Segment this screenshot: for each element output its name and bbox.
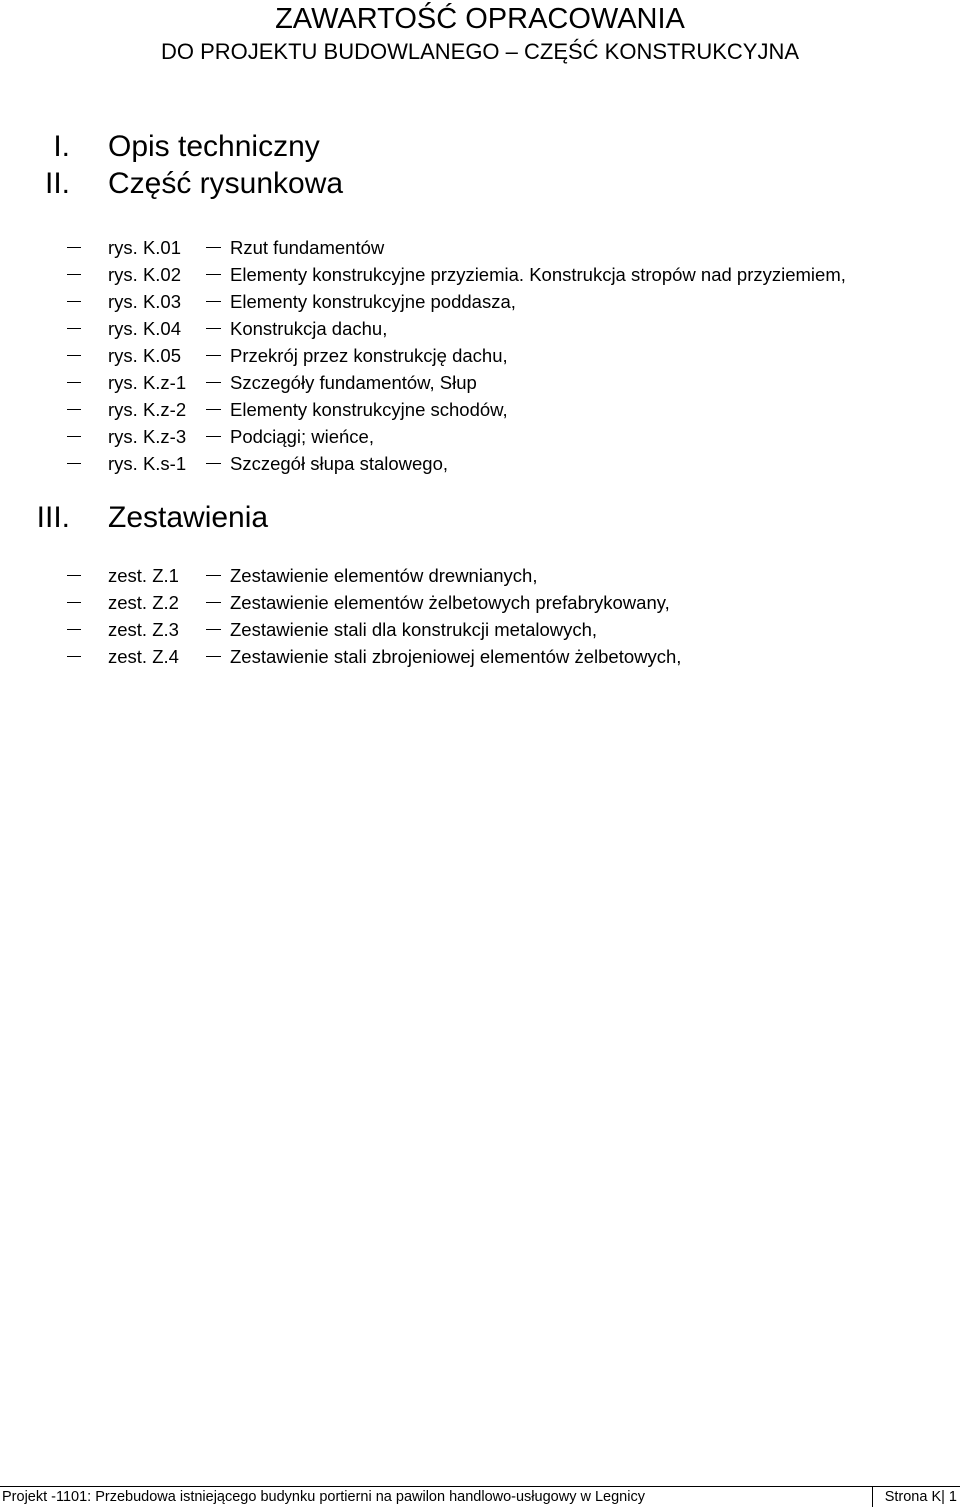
list-item [0,589,960,616]
document-title: ZAWARTOŚĆ OPRACOWANIA [275,3,685,35]
dash-bullet [67,409,81,410]
item-code: rys. K.05 [108,345,181,366]
item-code: zest. Z.3 [108,619,179,640]
list-item [0,616,960,643]
dash-bullet [67,463,81,464]
list-item [0,261,960,288]
item-description: Zestawienie stali zbrojeniowej elementów żelbetowych, [230,646,682,667]
list-item [0,315,960,342]
item-description: Szczegóły fundamentów, Słup [230,372,477,393]
dash-separator [206,409,221,410]
item-description: Szczegół słupa stalowego, [230,453,449,474]
dash-bullet [67,355,81,356]
list-item [0,342,960,369]
dash-separator [206,301,221,302]
item-code: rys. K.01 [108,237,181,258]
dash-separator [206,247,221,248]
footer-separator [872,1486,873,1507]
item-description: Elementy konstrukcyjne przyziemia. Konstrukcja stropów nad przyziemiem, [230,264,846,285]
section-number: II. [44,167,70,200]
dash-separator [206,382,221,383]
section-title: Zestawienia [108,501,269,534]
list-item [0,234,960,261]
item-description: Konstrukcja dachu, [230,318,388,339]
item-description: Podciągi; wieńce, [230,426,374,447]
item-description: Zestawienie elementów drewnianych, [230,565,538,586]
dash-bullet [67,274,81,275]
list-item [0,396,960,423]
dash-separator [206,328,221,329]
section-heading-opis [0,127,960,167]
section-heading-rysunki [0,164,960,204]
list-item [0,450,960,477]
dash-separator [206,629,221,630]
item-description: Zestawienie stali dla konstrukcji metalowych, [230,619,598,640]
footer-page-number: Strona K| 1 [884,1489,957,1505]
section-title: Opis techniczny [108,130,320,163]
dash-bullet [67,436,81,437]
section-title: Część rysunkowa [108,167,344,200]
footer-project-name: Projekt -1101: Przebudowa istniejącego budynku portierni na pawilon handlowo-usługowy w Legnicy [2,1489,645,1505]
schedules-list [0,562,960,670]
list-item [0,643,960,670]
item-code: rys. K.z-2 [108,399,187,420]
item-description: Rzut fundamentów [230,237,385,258]
item-code: rys. K.02 [108,264,181,285]
dash-bullet [67,382,81,383]
section-number: III. [36,501,70,534]
list-item [0,423,960,450]
dash-bullet [67,629,81,630]
item-code: rys. K.04 [108,318,181,339]
dash-separator [206,575,221,576]
dash-separator [206,602,221,603]
item-code: rys. K.z-1 [108,372,187,393]
section-heading-zestawienia [0,498,960,538]
dash-separator [206,274,221,275]
page-footer [0,1486,960,1507]
dash-bullet [67,301,81,302]
dash-separator [206,463,221,464]
dash-separator [206,355,221,356]
item-description: Elementy konstrukcyjne schodów, [230,399,508,420]
item-description: Zestawienie elementów żelbetowych prefabrykowany, [230,592,670,613]
item-code: rys. K.z-3 [108,426,187,447]
list-item [0,562,960,589]
dash-bullet [67,575,81,576]
dash-bullet [67,247,81,248]
dash-bullet [67,328,81,329]
item-description: Elementy konstrukcyjne poddasza, [230,291,516,312]
dash-bullet [67,656,81,657]
item-code: zest. Z.1 [108,565,179,586]
list-item [0,369,960,396]
dash-bullet [67,602,81,603]
item-description: Przekrój przez konstrukcję dachu, [230,345,508,366]
document-subtitle: DO PROJEKTU BUDOWLANEGO – CZĘŚĆ KONSTRUKCYJNA [160,39,800,64]
list-item [0,288,960,315]
dash-separator [206,656,221,657]
item-code: rys. K.03 [108,291,181,312]
item-code: zest. Z.4 [108,646,179,667]
section-number: I. [53,130,70,163]
item-code: rys. K.s-1 [108,453,187,474]
drawings-list [0,234,960,477]
dash-separator [206,436,221,437]
item-code: zest. Z.2 [108,592,179,613]
